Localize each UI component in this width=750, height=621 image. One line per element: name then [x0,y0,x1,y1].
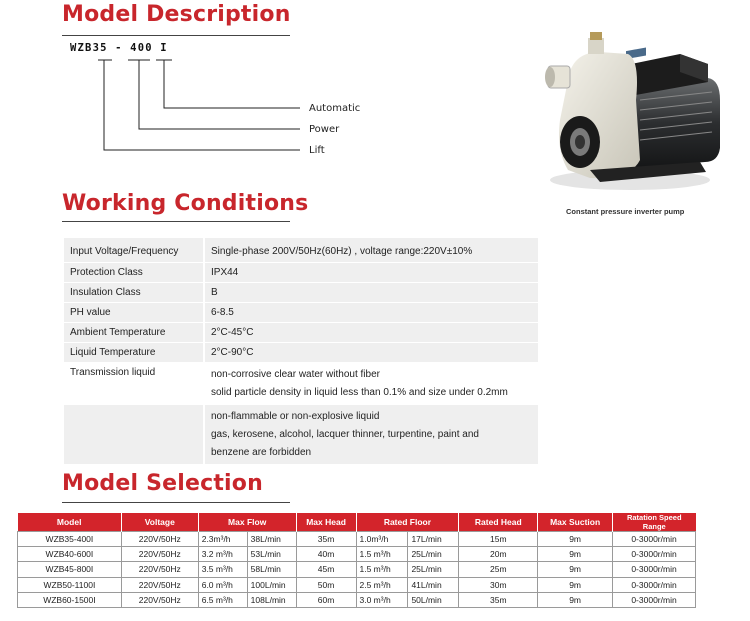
wc-value: 6-8.5 [204,302,538,322]
pump-image [530,30,730,200]
model-description-title: Model Description [62,2,291,27]
cell: 15m [459,532,538,547]
model-selection-rule [62,502,290,503]
wc-key: Ambient Temperature [64,322,204,342]
cell: WZB45-800I [18,562,122,577]
wc-value-line: non-corrosive clear water without fiber [211,368,380,380]
cell: 20m [459,547,538,562]
cell: 0-3000r/min [613,547,696,562]
working-conditions-table [64,238,538,465]
wc-key: PH value [64,302,204,322]
cell: 50L/min [408,592,459,607]
cell: 2.5 m³/h [356,577,408,592]
cell: WZB50-1100I [18,577,122,592]
wc-key: Input Voltage/Frequency [64,238,204,262]
cell: 6.0 m³/h [198,577,247,592]
cell: 6.5 m³/h [198,592,247,607]
cell: 0-3000r/min [613,592,696,607]
wc-value-line: non-flammable or non-explosive liquid [211,410,380,422]
cell: 60m [296,592,356,607]
cell: 35m [296,532,356,547]
wc-key: Insulation Class [64,282,204,302]
cell: 53L/min [247,547,296,562]
wc-key: Protection Class [64,262,204,282]
cell: 38L/min [247,532,296,547]
cell: 3.2 m³/h [198,547,247,562]
header-voltage: Voltage [121,513,198,532]
wc-value: 2°C-90°C [204,342,538,362]
table-header-row [18,513,696,532]
cell: WZB40-600I [18,547,122,562]
table-row [64,262,538,282]
cell: 58L/min [247,562,296,577]
header-rotation-speed: Ratation Speed Range [613,513,696,532]
cell: 220V/50Hz [121,532,198,547]
cell: 1.5 m³/h [356,562,408,577]
wc-value-line: gas, kerosene, alcohol, lacquer thinner, turpentine, paint and [211,428,479,440]
cell: 25L/min [408,547,459,562]
label-automatic: Automatic [309,103,361,114]
cell: 9m [538,547,613,562]
header-model: Model [18,513,122,532]
wc-value: IPX44 [204,262,538,282]
header-rated-head: Rated Head [459,513,538,532]
cell: 9m [538,592,613,607]
cell: 220V/50Hz [121,577,198,592]
cell: 45m [296,562,356,577]
wc-value: 2°C-45°C [204,322,538,342]
cell: 30m [459,577,538,592]
cell: 9m [538,532,613,547]
header-max-flow: Max Flow [198,513,296,532]
table-row [18,547,696,562]
wc-value: Single-phase 200V/50Hz(60Hz) , voltage range:220V±10% [204,238,538,262]
cell: 35m [459,592,538,607]
label-lift: Lift [309,145,325,156]
cell: 50m [296,577,356,592]
cell: 41L/min [408,577,459,592]
cell: WZB60-1500I [18,592,122,607]
wc-value-line: benzene are forbidden [211,446,312,458]
cell: 25L/min [408,562,459,577]
wc-value: B [204,282,538,302]
cell: 17L/min [408,532,459,547]
table-row [64,362,538,404]
cell: 2.3m³/h [198,532,247,547]
cell: 25m [459,562,538,577]
wc-key: Transmission liquid [64,362,204,404]
cell: 9m [538,577,613,592]
model-selection-table [17,513,696,608]
model-code: WZB35 - 400 I [70,42,168,54]
model-code-diagram [0,0,400,170]
cell: 108L/min [247,592,296,607]
table-row [64,238,538,262]
wc-value-line: solid particle density in liquid less than 0.1% and size under 0.2mm [211,386,508,398]
table-row [64,342,538,362]
cell: 220V/50Hz [121,547,198,562]
cell: 1.5 m³/h [356,547,408,562]
cell: 1.0m³/h [356,532,408,547]
cell: 40m [296,547,356,562]
table-row [64,282,538,302]
cell: 0-3000r/min [613,577,696,592]
pump-caption: Constant pressure inverter pump [566,207,685,216]
working-conditions-rule [62,221,290,222]
working-conditions-title: Working Conditions [62,191,309,216]
header-max-head: Max Head [296,513,356,532]
header-rated-floor: Rated Floor [356,513,459,532]
table-row [18,577,696,592]
cell: 9m [538,562,613,577]
label-power: Power [309,124,340,135]
table-row [64,404,538,464]
cell: 3.0 m³/h [356,592,408,607]
cell: 100L/min [247,577,296,592]
table-row [18,562,696,577]
table-row [18,532,696,547]
table-row [18,592,696,607]
cell: 3.5 m³/h [198,562,247,577]
cell: 220V/50Hz [121,592,198,607]
wc-value [204,362,538,404]
cell: WZB35-400I [18,532,122,547]
cell: 0-3000r/min [613,532,696,547]
table-row [64,302,538,322]
model-selection-title: Model Selection [62,471,263,496]
wc-value [204,404,538,464]
cell: 220V/50Hz [121,562,198,577]
wc-key: Liquid Temperature [64,342,204,362]
table-row [64,322,538,342]
cell: 0-3000r/min [613,562,696,577]
header-max-suction: Max Suction [538,513,613,532]
wc-key-empty [64,404,204,464]
